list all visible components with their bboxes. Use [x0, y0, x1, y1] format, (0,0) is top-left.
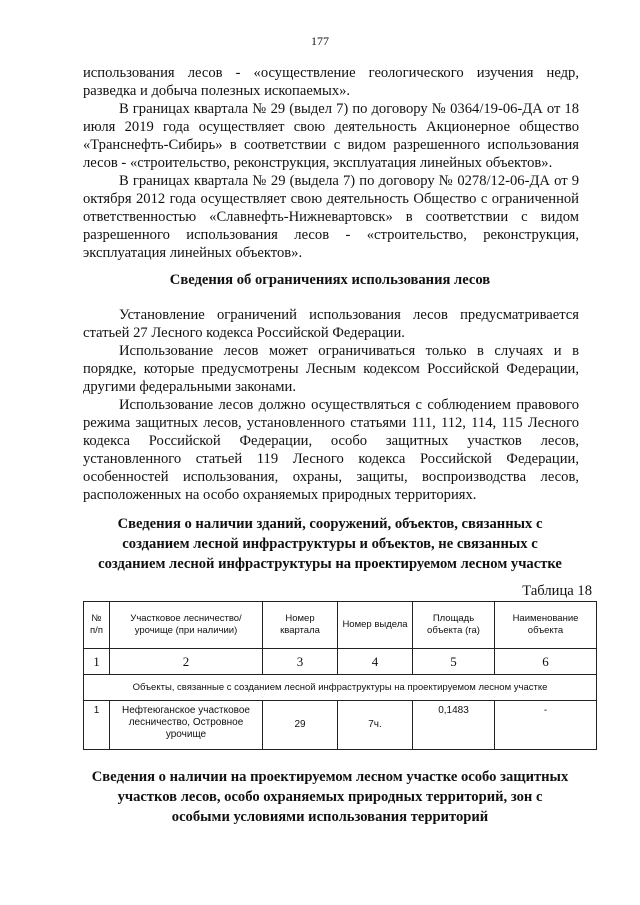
paragraph-restrictions-2: Использование лесов может ограничиваться только в случаях и в порядке, которые предусмотрены Лесным кодексом Российской Федерации, другими федеральными законами.	[83, 343, 579, 395]
heading-buildings-line-1: Сведения о наличии зданий, сооружений, объектов, связанных с	[117, 516, 543, 532]
heading-buildings-line-3: созданием лесной инфраструктуры на проектируемом лесном участке	[98, 556, 562, 572]
heading-protected-line-1: Сведения о наличии на проектируемом лесном участке особо защитных	[91, 769, 569, 785]
cell-area: 0,1483	[413, 701, 495, 750]
column-number: 1	[84, 649, 110, 675]
table-column-numbers-row	[84, 649, 597, 675]
group-label: Объекты, связанные с созданием лесной инфраструктуры на проектируемом лесном участке	[84, 675, 597, 701]
table-header-row	[84, 602, 597, 649]
column-number: 4	[338, 649, 413, 675]
heading-restrictions: Сведения об ограничениях использования лесов	[169, 272, 491, 288]
header-cell-number: № п/п	[84, 602, 110, 649]
header-cell-area: Площадь объекта (га)	[413, 602, 495, 649]
paragraph-continued: использования лесов - «осуществление геологического изучения недр, разведка и добыча полезных ископаемых».	[83, 65, 579, 99]
header-cell-quarter: Номер квартала	[263, 602, 338, 649]
table-group-row	[84, 675, 597, 701]
heading-buildings-line-2: созданием лесной инфраструктуры и объектов, не связанных с	[122, 536, 538, 552]
column-number: 3	[263, 649, 338, 675]
cell-forestry: Нефтеюганское участковое лесничество, Островное урочище	[110, 701, 263, 750]
cell-object-name: -	[495, 701, 597, 750]
intro-text-block	[83, 64, 579, 262]
heading-protected	[70, 767, 590, 827]
header-cell-forestry: Участковое лесничество/урочище (при наличии)	[110, 602, 263, 649]
heading-protected-line-2: участков лесов, особо охраняемых природных территорий, зон с	[117, 789, 543, 805]
column-number: 5	[413, 649, 495, 675]
page-number: 177	[311, 34, 329, 48]
column-number: 2	[110, 649, 263, 675]
restrictions-text-block	[83, 306, 579, 504]
heading-buildings	[70, 514, 590, 574]
column-number: 6	[495, 649, 597, 675]
table-caption: Таблица 18	[522, 583, 592, 599]
paragraph-restrictions-3: Использование лесов должно осуществляться с соблюдением правового режима защитных лесов, установленного статьями 111, 112, 114, 115 Лесного кодекса Российской Федерации, особо защитных участков лесов, установленного статьей 119 Лесного кодекса Российской Федерации, особенностей использования, охраны, защиты, воспроизводства лесов, расположенных на особо охраняемых природных территориях.	[83, 397, 579, 503]
table-18	[83, 601, 597, 750]
cell-allotment: 7ч.	[338, 701, 413, 750]
paragraph-transneft: В границах квартала № 29 (выдел 7) по договору № 0364/19-06-ДА от 18 июля 2019 года осуществляет свою деятельность Акционерное общество «Транснефть-Сибирь» в соответствии с видом разрешенного использования лесов - «строительство, реконструкция, эксплуатация линейных объектов».	[83, 101, 579, 171]
header-cell-object-name: Наименование объекта	[495, 602, 597, 649]
header-cell-allotment: Номер выдела	[338, 602, 413, 649]
table-row	[84, 701, 597, 750]
paragraph-slavneft: В границах квартала № 29 (выдела 7) по договору № 0278/12-06-ДА от 9 октября 2012 года осуществляет свою деятельность Общество с ограниченной ответственностью «Славнефть-Нижневартовск» в соответствии с видом разрешенного использования лесов - «строительство, реконструкция, эксплуатация линейных объектов».	[83, 173, 579, 261]
cell-number: 1	[84, 701, 110, 750]
paragraph-restrictions-1: Установление ограничений использования лесов предусматривается статьей 27 Лесного кодекса Российской Федерации.	[83, 307, 579, 341]
cell-quarter: 29	[263, 701, 338, 750]
heading-protected-line-3: особыми условиями использования территорий	[171, 809, 489, 825]
